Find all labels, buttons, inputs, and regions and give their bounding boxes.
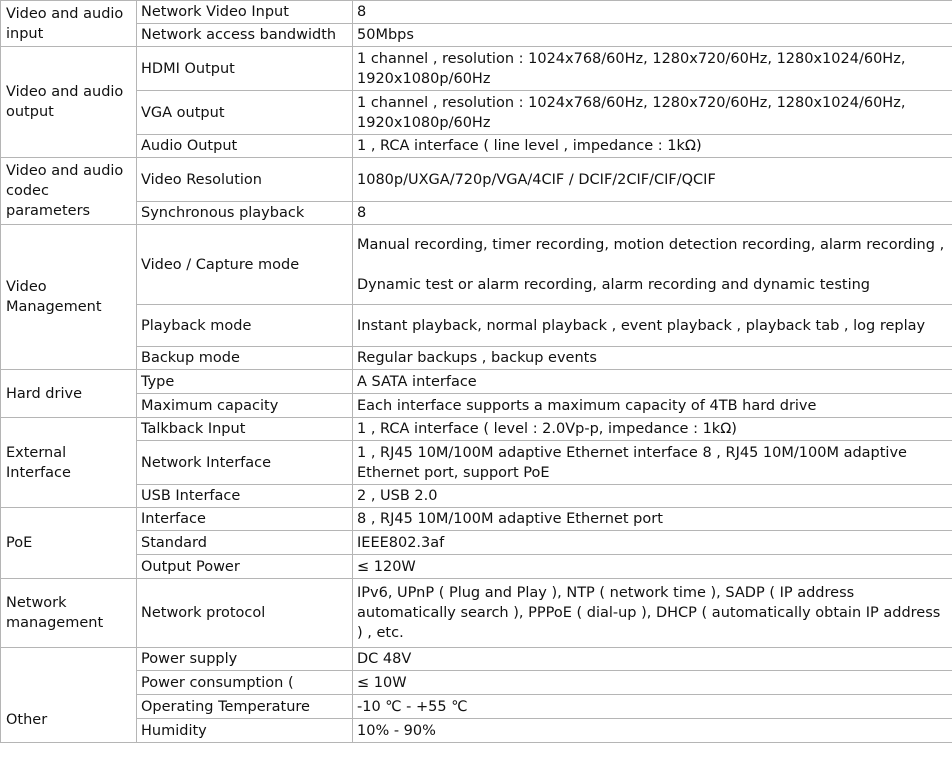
category-cell: Video Management	[1, 225, 137, 370]
parameter-cell: Audio Output	[137, 135, 353, 158]
value-cell: 10% - 90%	[353, 719, 952, 743]
value-cell: DC 48V	[353, 648, 952, 671]
table-row	[1, 508, 952, 531]
parameter-cell: Talkback Input	[137, 418, 353, 441]
table-row	[1, 370, 952, 394]
value-cell: 8	[353, 1, 952, 24]
parameter-cell: HDMI Output	[137, 47, 353, 91]
parameter-cell: Network protocol	[137, 579, 353, 648]
table-row	[1, 648, 952, 671]
table-row	[1, 47, 952, 91]
parameter-cell: Power supply	[137, 648, 353, 671]
table-row	[1, 305, 952, 347]
category-cell: Video and audio input	[1, 1, 137, 47]
table-row	[1, 24, 952, 47]
table-row	[1, 91, 952, 135]
parameter-cell: Interface	[137, 508, 353, 531]
value-cell: 1 , RJ45 10M/100M adaptive Ethernet interface 8 , RJ45 10M/100M adaptive Ethernet port, support PoE	[353, 441, 952, 485]
parameter-cell: Network access bandwidth	[137, 24, 353, 47]
category-cell: Network management	[1, 579, 137, 648]
value-cell: -10 ℃ - +55 ℃	[353, 695, 952, 719]
table-row	[1, 555, 952, 579]
value-cell: 8	[353, 202, 952, 225]
table-row	[1, 441, 952, 485]
table-row	[1, 158, 952, 202]
category-cell: Hard drive	[1, 370, 137, 418]
table-row	[1, 579, 952, 648]
value-cell: A SATA interface	[353, 370, 952, 394]
table-row	[1, 695, 952, 719]
parameter-cell: Playback mode	[137, 305, 353, 347]
value-cell: Regular backups , backup events	[353, 347, 952, 370]
parameter-cell: Video / Capture mode	[137, 225, 353, 305]
category-cell: External Interface	[1, 418, 137, 508]
parameter-cell: USB Interface	[137, 485, 353, 508]
category-cell: Video and audio codec parameters	[1, 158, 137, 225]
value-cell: 1080p/UXGA/720p/VGA/4CIF / DCIF/2CIF/CIF/QCIF	[353, 158, 952, 202]
parameter-cell: Output Power	[137, 555, 353, 579]
value-cell	[353, 225, 952, 305]
table-row	[1, 485, 952, 508]
value-cell: 50Mbps	[353, 24, 952, 47]
value-cell: 1 , RCA interface ( level : 2.0Vp-p, impedance : 1kΩ)	[353, 418, 952, 441]
parameter-cell: Network Video Input	[137, 1, 353, 24]
table-row	[1, 418, 952, 441]
value-line: Dynamic test or alarm recording, alarm recording and dynamic testing	[357, 276, 870, 293]
value-cell: 1 channel , resolution : 1024x768/60Hz, 1280x720/60Hz, 1280x1024/60Hz, 1920x1080p/60Hz	[353, 47, 952, 91]
value-cell: 2 , USB 2.0	[353, 485, 952, 508]
parameter-cell: Type	[137, 370, 353, 394]
table-row	[1, 1, 952, 24]
table-row	[1, 671, 952, 695]
parameter-cell: Video Resolution	[137, 158, 353, 202]
table-row	[1, 135, 952, 158]
value-cell: IPv6, UPnP ( Plug and Play ), NTP ( network time ), SADP ( IP address automatically search ), PPPoE ( dial-up ), DHCP ( automatically obtain IP address ) , etc.	[353, 579, 952, 648]
table-row	[1, 531, 952, 555]
value-cell: 1 channel , resolution : 1024x768/60Hz, 1280x720/60Hz, 1280x1024/60Hz, 1920x1080p/60Hz	[353, 91, 952, 135]
category-cell: Other	[1, 648, 137, 743]
table-row	[1, 347, 952, 370]
value-cell: Each interface supports a maximum capacity of 4TB hard drive	[353, 394, 952, 418]
parameter-cell: Standard	[137, 531, 353, 555]
value-cell: ≤ 120W	[353, 555, 952, 579]
parameter-cell: Power consumption (	[137, 671, 353, 695]
value-line: Manual recording, timer recording, motion detection recording, alarm recording ,	[357, 236, 945, 253]
parameter-cell: Maximum capacity	[137, 394, 353, 418]
parameter-cell: Humidity	[137, 719, 353, 743]
value-cell: ≤ 10W	[353, 671, 952, 695]
category-cell: Video and audio output	[1, 47, 137, 158]
parameter-cell: VGA output	[137, 91, 353, 135]
table-row	[1, 719, 952, 743]
table-row	[1, 202, 952, 225]
parameter-cell: Network Interface	[137, 441, 353, 485]
value-cell: IEEE802.3af	[353, 531, 952, 555]
parameter-cell: Operating Temperature	[137, 695, 353, 719]
parameter-cell: Synchronous playback	[137, 202, 353, 225]
value-cell: 1 , RCA interface ( line level , impedance : 1kΩ)	[353, 135, 952, 158]
parameter-cell: Backup mode	[137, 347, 353, 370]
value-cell: 8 , RJ45 10M/100M adaptive Ethernet port	[353, 508, 952, 531]
value-cell: Instant playback, normal playback , event playback , playback tab , log replay	[353, 305, 952, 347]
table-row	[1, 225, 952, 305]
table-row	[1, 394, 952, 418]
category-cell: PoE	[1, 508, 137, 579]
